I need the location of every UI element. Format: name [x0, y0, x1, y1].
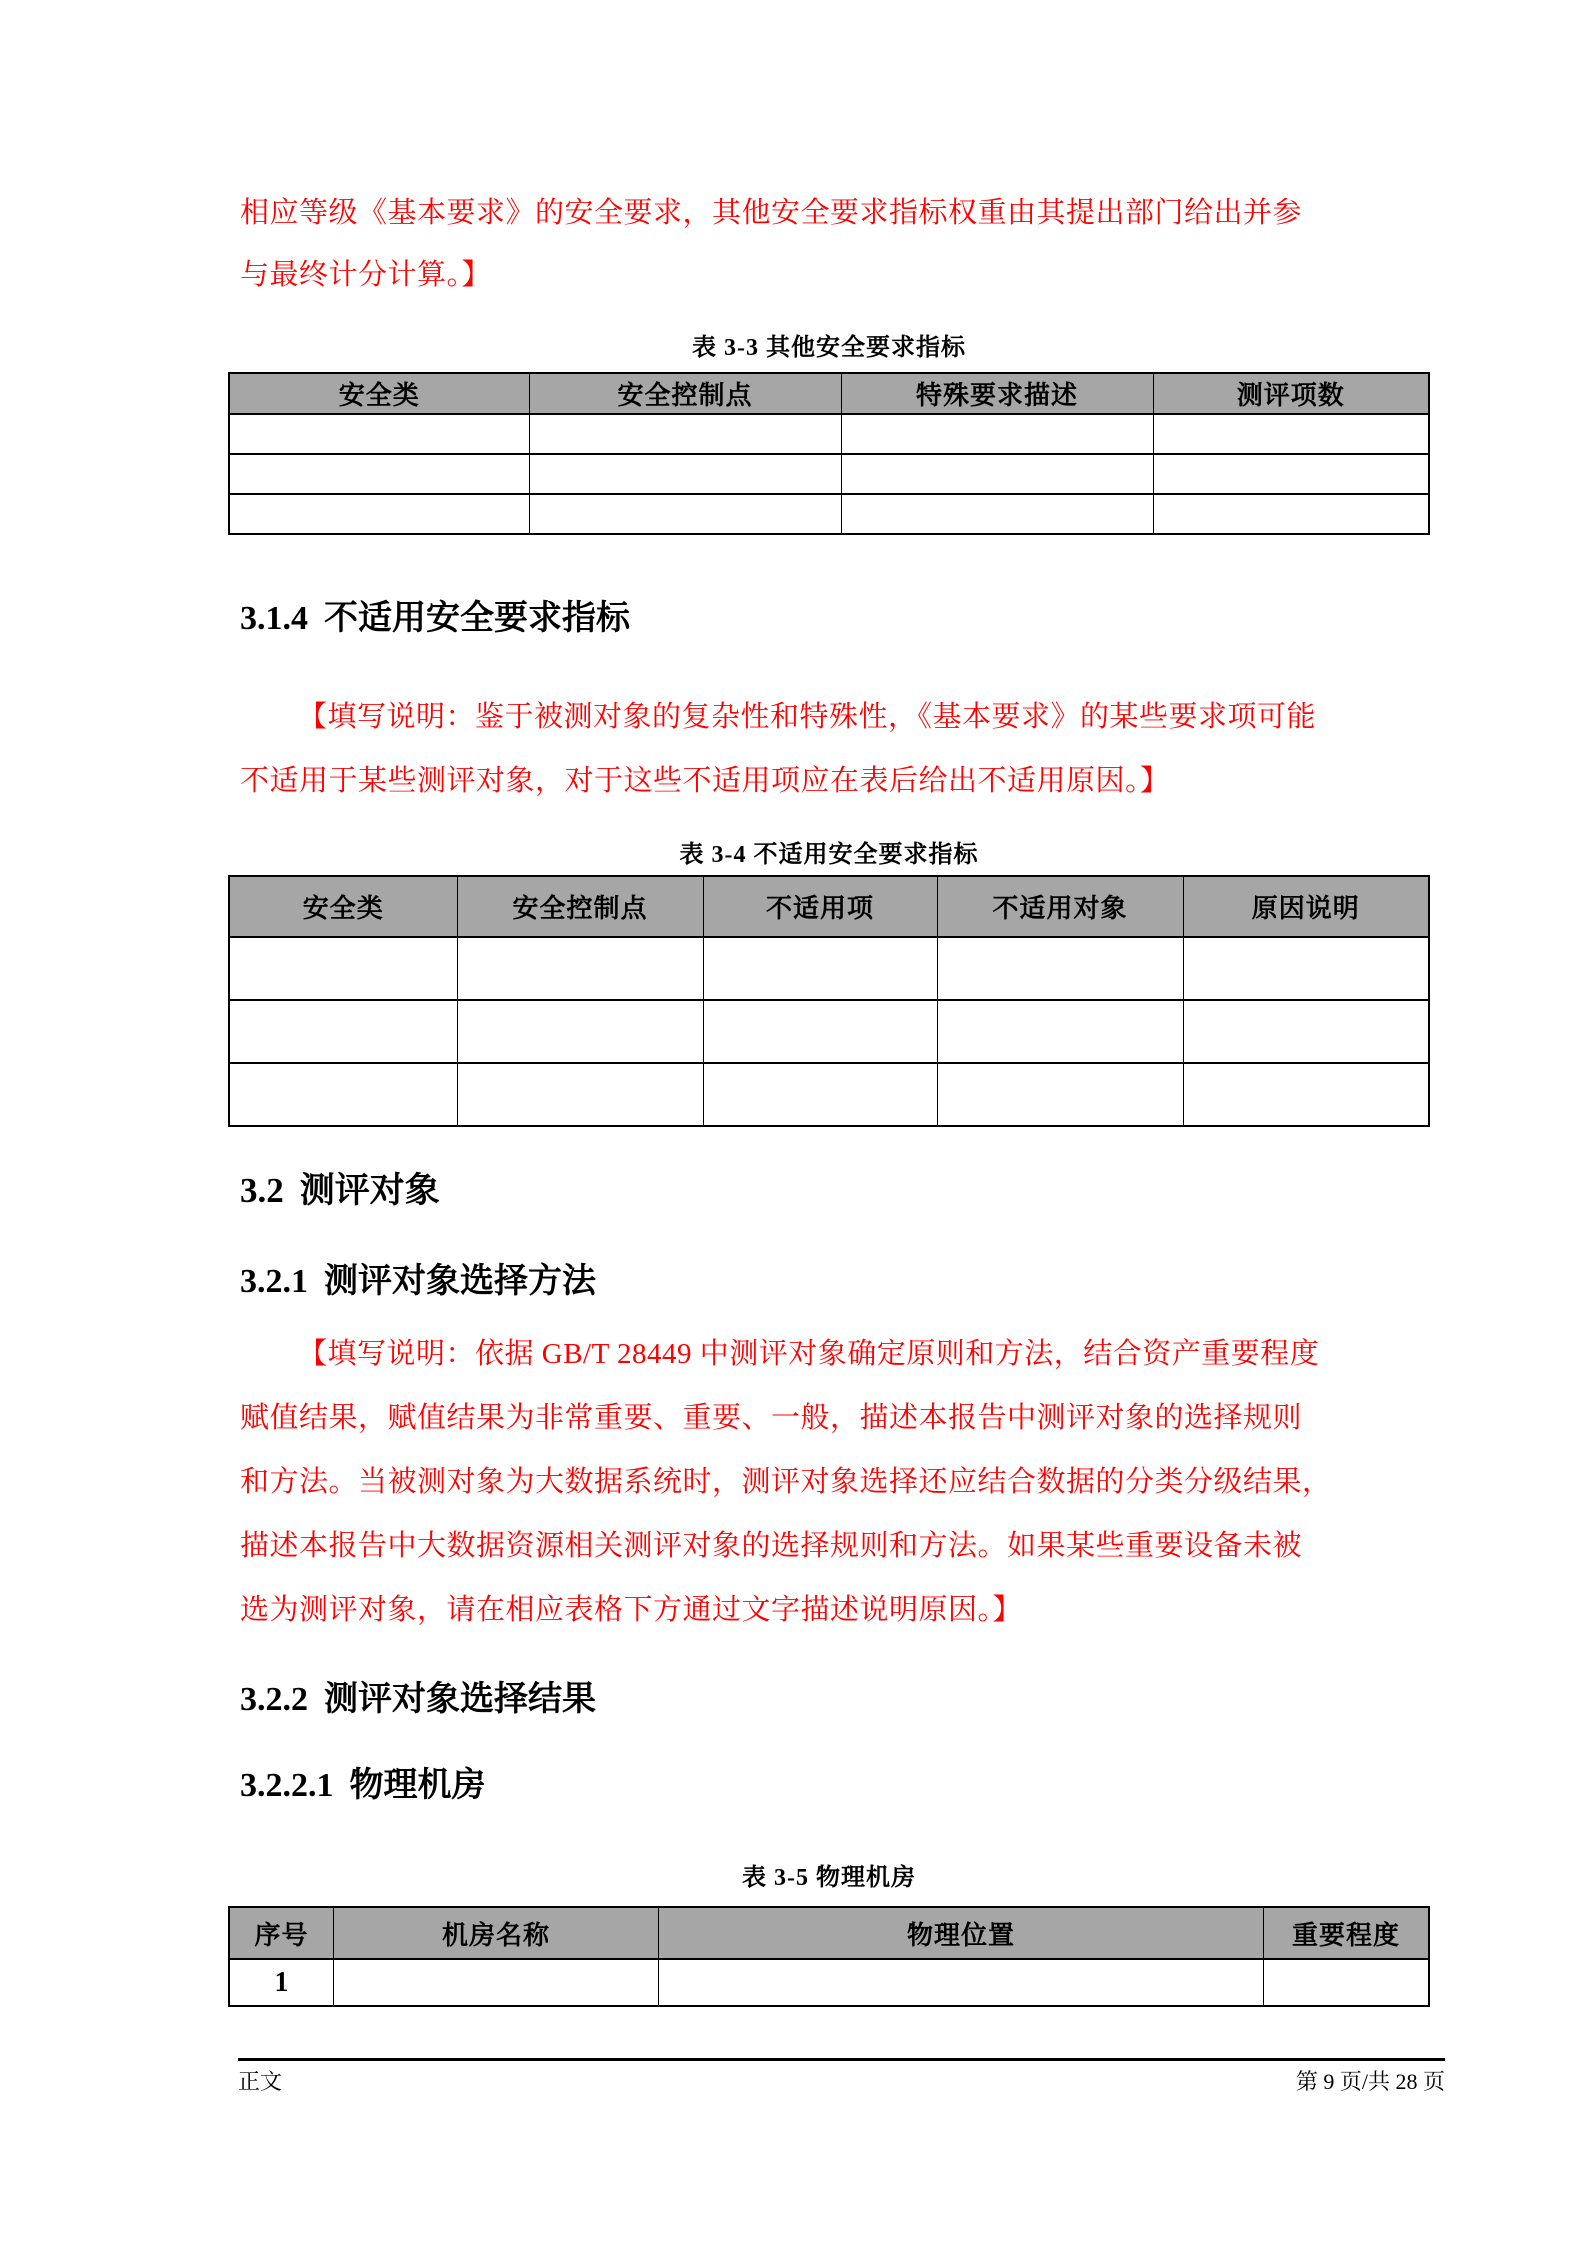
body-cell	[1153, 414, 1429, 454]
table-row	[229, 937, 1429, 1000]
table-caption-3-4: 表 3-4 不适用安全要求指标	[679, 842, 979, 868]
table-3-3	[228, 372, 1430, 535]
body-cell	[841, 454, 1153, 494]
body-cell	[529, 414, 841, 454]
body-cell	[1263, 1959, 1429, 2006]
note-paragraph-1	[240, 182, 1430, 306]
heading-text: 测评对象选择方法	[324, 1263, 596, 1300]
table-3-4	[228, 875, 1430, 1127]
note-line: 选为测评对象，请在相应表格下方通过文字描述说明原因。】	[240, 1594, 1023, 1626]
note-line: 【填写说明：依据 GB/T 28449 中测评对象确定原则和方法，结合资产重要程度	[298, 1338, 1320, 1370]
section-heading-3-2-1	[240, 1260, 1430, 1304]
heading-text: 不适用安全要求指标	[324, 600, 630, 637]
body-cell	[457, 1000, 703, 1063]
header-cell: 安全控制点	[457, 876, 703, 937]
header-cell: 重要程度	[1263, 1907, 1429, 1959]
header-cell: 安全类	[229, 876, 457, 937]
section-heading-3-2-2	[240, 1678, 1430, 1722]
header-cell: 序号	[229, 1907, 333, 1959]
header-cell: 机房名称	[333, 1907, 658, 1959]
table-row	[229, 414, 1429, 454]
body-cell	[229, 454, 529, 494]
body-cell	[703, 1000, 937, 1063]
body-cell	[841, 494, 1153, 534]
body-cell	[937, 1063, 1183, 1126]
footer-section-label: 正文	[238, 2069, 283, 2094]
note-line: 和方法。当被测对象为大数据系统时，测评对象选择还应结合数据的分类分级结果，	[240, 1466, 1332, 1498]
page-content	[228, 0, 1430, 2007]
header-cell: 物理位置	[659, 1907, 1264, 1959]
body-cell	[1183, 1000, 1429, 1063]
heading-number: 3.2.1	[240, 1263, 308, 1300]
body-cell	[529, 454, 841, 494]
section-heading-3-2	[240, 1168, 1430, 1214]
heading-text: 测评对象选择结果	[324, 1681, 596, 1718]
header-cell: 安全控制点	[529, 373, 841, 414]
table-row	[229, 494, 1429, 534]
footer-page-number: 第 9 页/共 28 页	[1295, 2069, 1445, 2094]
body-cell	[1183, 1063, 1429, 1126]
body-cell	[229, 414, 529, 454]
heading-number: 3.2.2.1	[240, 1767, 334, 1804]
note-line: 不适用于某些测评对象，对于这些不适用项应在表后给出不适用原因。】	[240, 765, 1170, 797]
heading-number: 3.1.4	[240, 600, 308, 637]
body-cell	[1183, 937, 1429, 1000]
note-line: 描述本报告中大数据资源相关测评对象的选择规则和方法。如果某些重要设备未被	[240, 1530, 1303, 1562]
body-cell	[937, 937, 1183, 1000]
body-cell	[229, 494, 529, 534]
body-cell	[659, 1959, 1264, 2006]
table-caption-3-3: 表 3-3 其他安全要求指标	[692, 335, 966, 361]
note-paragraph-2	[240, 685, 1430, 813]
heading-text: 物理机房	[349, 1767, 486, 1804]
header-cell: 不适用对象	[937, 876, 1183, 937]
table-row	[229, 454, 1429, 494]
table-3-3-header-row	[229, 373, 1429, 414]
body-cell	[1153, 494, 1429, 534]
body-cell	[457, 937, 703, 1000]
body-cell-index: 1	[229, 1959, 333, 2006]
table-3-5-header-row	[229, 1907, 1429, 1959]
body-cell	[841, 414, 1153, 454]
heading-text: 测评对象	[299, 1171, 440, 1210]
heading-number: 3.2	[240, 1171, 284, 1210]
note-paragraph-3	[240, 1322, 1430, 1642]
heading-number: 3.2.2	[240, 1681, 308, 1718]
table-3-4-header-row	[229, 876, 1429, 937]
table-row	[229, 1959, 1429, 2006]
header-cell: 安全类	[229, 373, 529, 414]
table-3-5	[228, 1906, 1430, 2007]
header-cell: 不适用项	[703, 876, 937, 937]
body-cell	[529, 494, 841, 534]
body-cell	[1153, 454, 1429, 494]
note-line: 与最终计分计算。】	[240, 259, 492, 291]
section-heading-3-2-2-1	[240, 1764, 1430, 1808]
table-caption-3-5: 表 3-5 物理机房	[742, 1865, 916, 1891]
header-cell: 特殊要求描述	[841, 373, 1153, 414]
note-line: 赋值结果，赋值结果为非常重要、重要、一般，描述本报告中测评对象的选择规则	[240, 1402, 1303, 1434]
header-cell: 原因说明	[1183, 876, 1429, 937]
note-line: 相应等级《基本要求》的安全要求，其他安全要求指标权重由其提出部门给出并参	[240, 197, 1303, 229]
body-cell	[457, 1063, 703, 1126]
body-cell	[703, 1063, 937, 1126]
header-cell: 测评项数	[1153, 373, 1429, 414]
body-cell	[703, 937, 937, 1000]
page-footer	[238, 2058, 1445, 2095]
body-cell	[333, 1959, 658, 2006]
body-cell	[229, 1063, 457, 1126]
body-cell	[229, 1000, 457, 1063]
table-row	[229, 1000, 1429, 1063]
body-cell	[229, 937, 457, 1000]
body-cell	[937, 1000, 1183, 1063]
note-line: 【填写说明：鉴于被测对象的复杂性和特殊性，《基本要求》的某些要求项可能	[298, 701, 1317, 733]
section-heading-3-1-4	[240, 597, 1430, 641]
table-row	[229, 1063, 1429, 1126]
